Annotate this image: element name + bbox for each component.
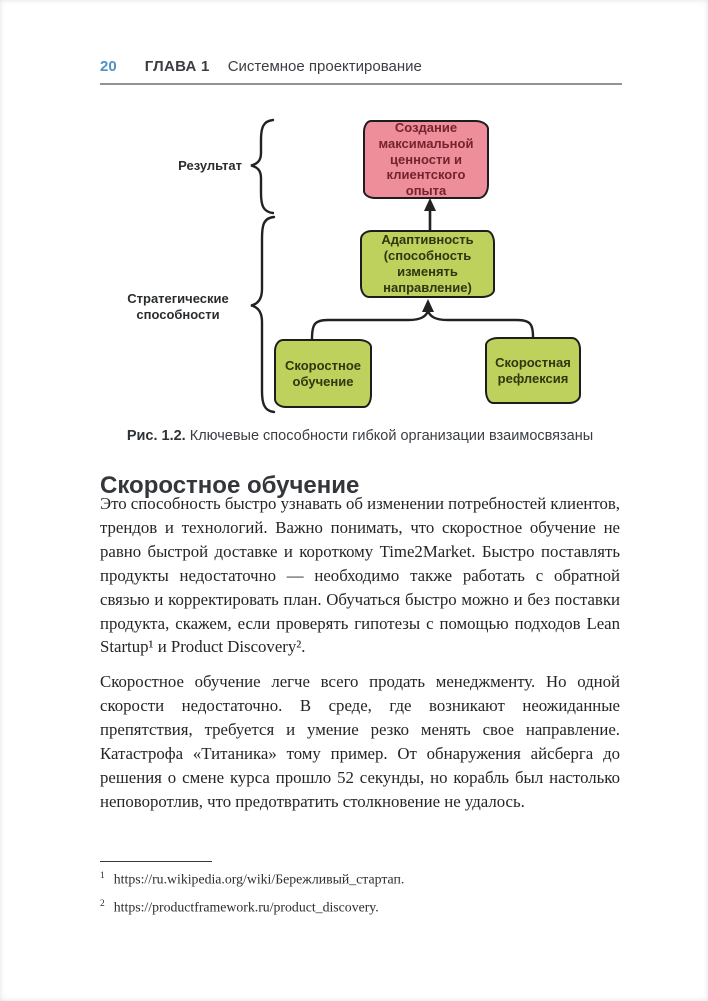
- figure-caption: [100, 428, 620, 444]
- diagram-box-adaptivity: Адаптивность (способность изменять направление): [360, 230, 495, 298]
- section-heading: Скоростное обучение: [100, 472, 360, 500]
- figure-label-result: Результат: [178, 158, 242, 173]
- footnote-1-text: https://ru.wikipedia.org/wiki/Бережливый_стартап.: [113, 871, 405, 887]
- strategic-brace-icon: [251, 217, 274, 412]
- diagram-box-reflection: Скоростная рефлексия: [485, 337, 581, 404]
- result-brace-icon: [251, 120, 273, 213]
- footnote-2: [100, 898, 620, 917]
- chapter-label: ГЛАВА 1: [144, 58, 210, 75]
- footnote-1-marker: 1: [100, 871, 105, 881]
- chapter-title: Системное проектирование: [227, 58, 422, 75]
- figure-caption-label: Рис. 1.2.: [126, 428, 186, 444]
- footnote-2-text: https://productframework.ru/product_discovery.: [113, 899, 379, 915]
- page-number: 20: [100, 58, 117, 75]
- paragraph-2: Скоростное обучение легче всего продать менеджменту. Но одной скорости недостаточно. В среде, где возникают неожиданные препятствия, требуется и умение резко менять свое направление. Катастрофа «Титаника» тому пример. От обнаружения айсберга до решения о смене курса прошло 52 секунды, но корабль был настолько неповоротлив, что предотвратить столкновение не удалось.: [100, 672, 620, 811]
- footnote-2-marker: 2: [100, 899, 105, 910]
- diagram-box-learning: Скоростное обучение: [274, 339, 372, 408]
- header-divider: [100, 83, 622, 85]
- footnote-divider: [100, 861, 212, 862]
- merge-arrowhead-icon: [422, 299, 434, 312]
- paragraph-1: Это способность быстро узнавать об изменении потребностей клиентов, трендов и технологий. Важно понимать, что скоростное обучение не равно быстрой доставке и короткому Time2Market. Быстро поставлять продукты недостаточно — необходимо также работать с обратной связью и корректировать план. Обучаться быстро можно и без поставки продукта, скажем, если проверять гипотезы с помощью подходов Lean Startup¹ и Product Discovery².: [100, 494, 620, 657]
- learning-connector: [312, 311, 428, 339]
- page-header: [100, 58, 622, 85]
- diagram-box-outcome: Создание максимальной ценности и клиентского опыта: [363, 120, 489, 199]
- body-text: [100, 492, 620, 825]
- up-arrowhead-icon: [424, 198, 436, 211]
- figure-1-2: [100, 113, 620, 415]
- footnotes: [100, 861, 620, 926]
- figure-caption-text: Ключевые способности гибкой организации взаимосвязаны: [189, 428, 594, 444]
- footnote-1: [100, 870, 620, 889]
- reflection-connector: [428, 311, 533, 337]
- figure-label-strategic: Стратегические способности: [127, 291, 229, 323]
